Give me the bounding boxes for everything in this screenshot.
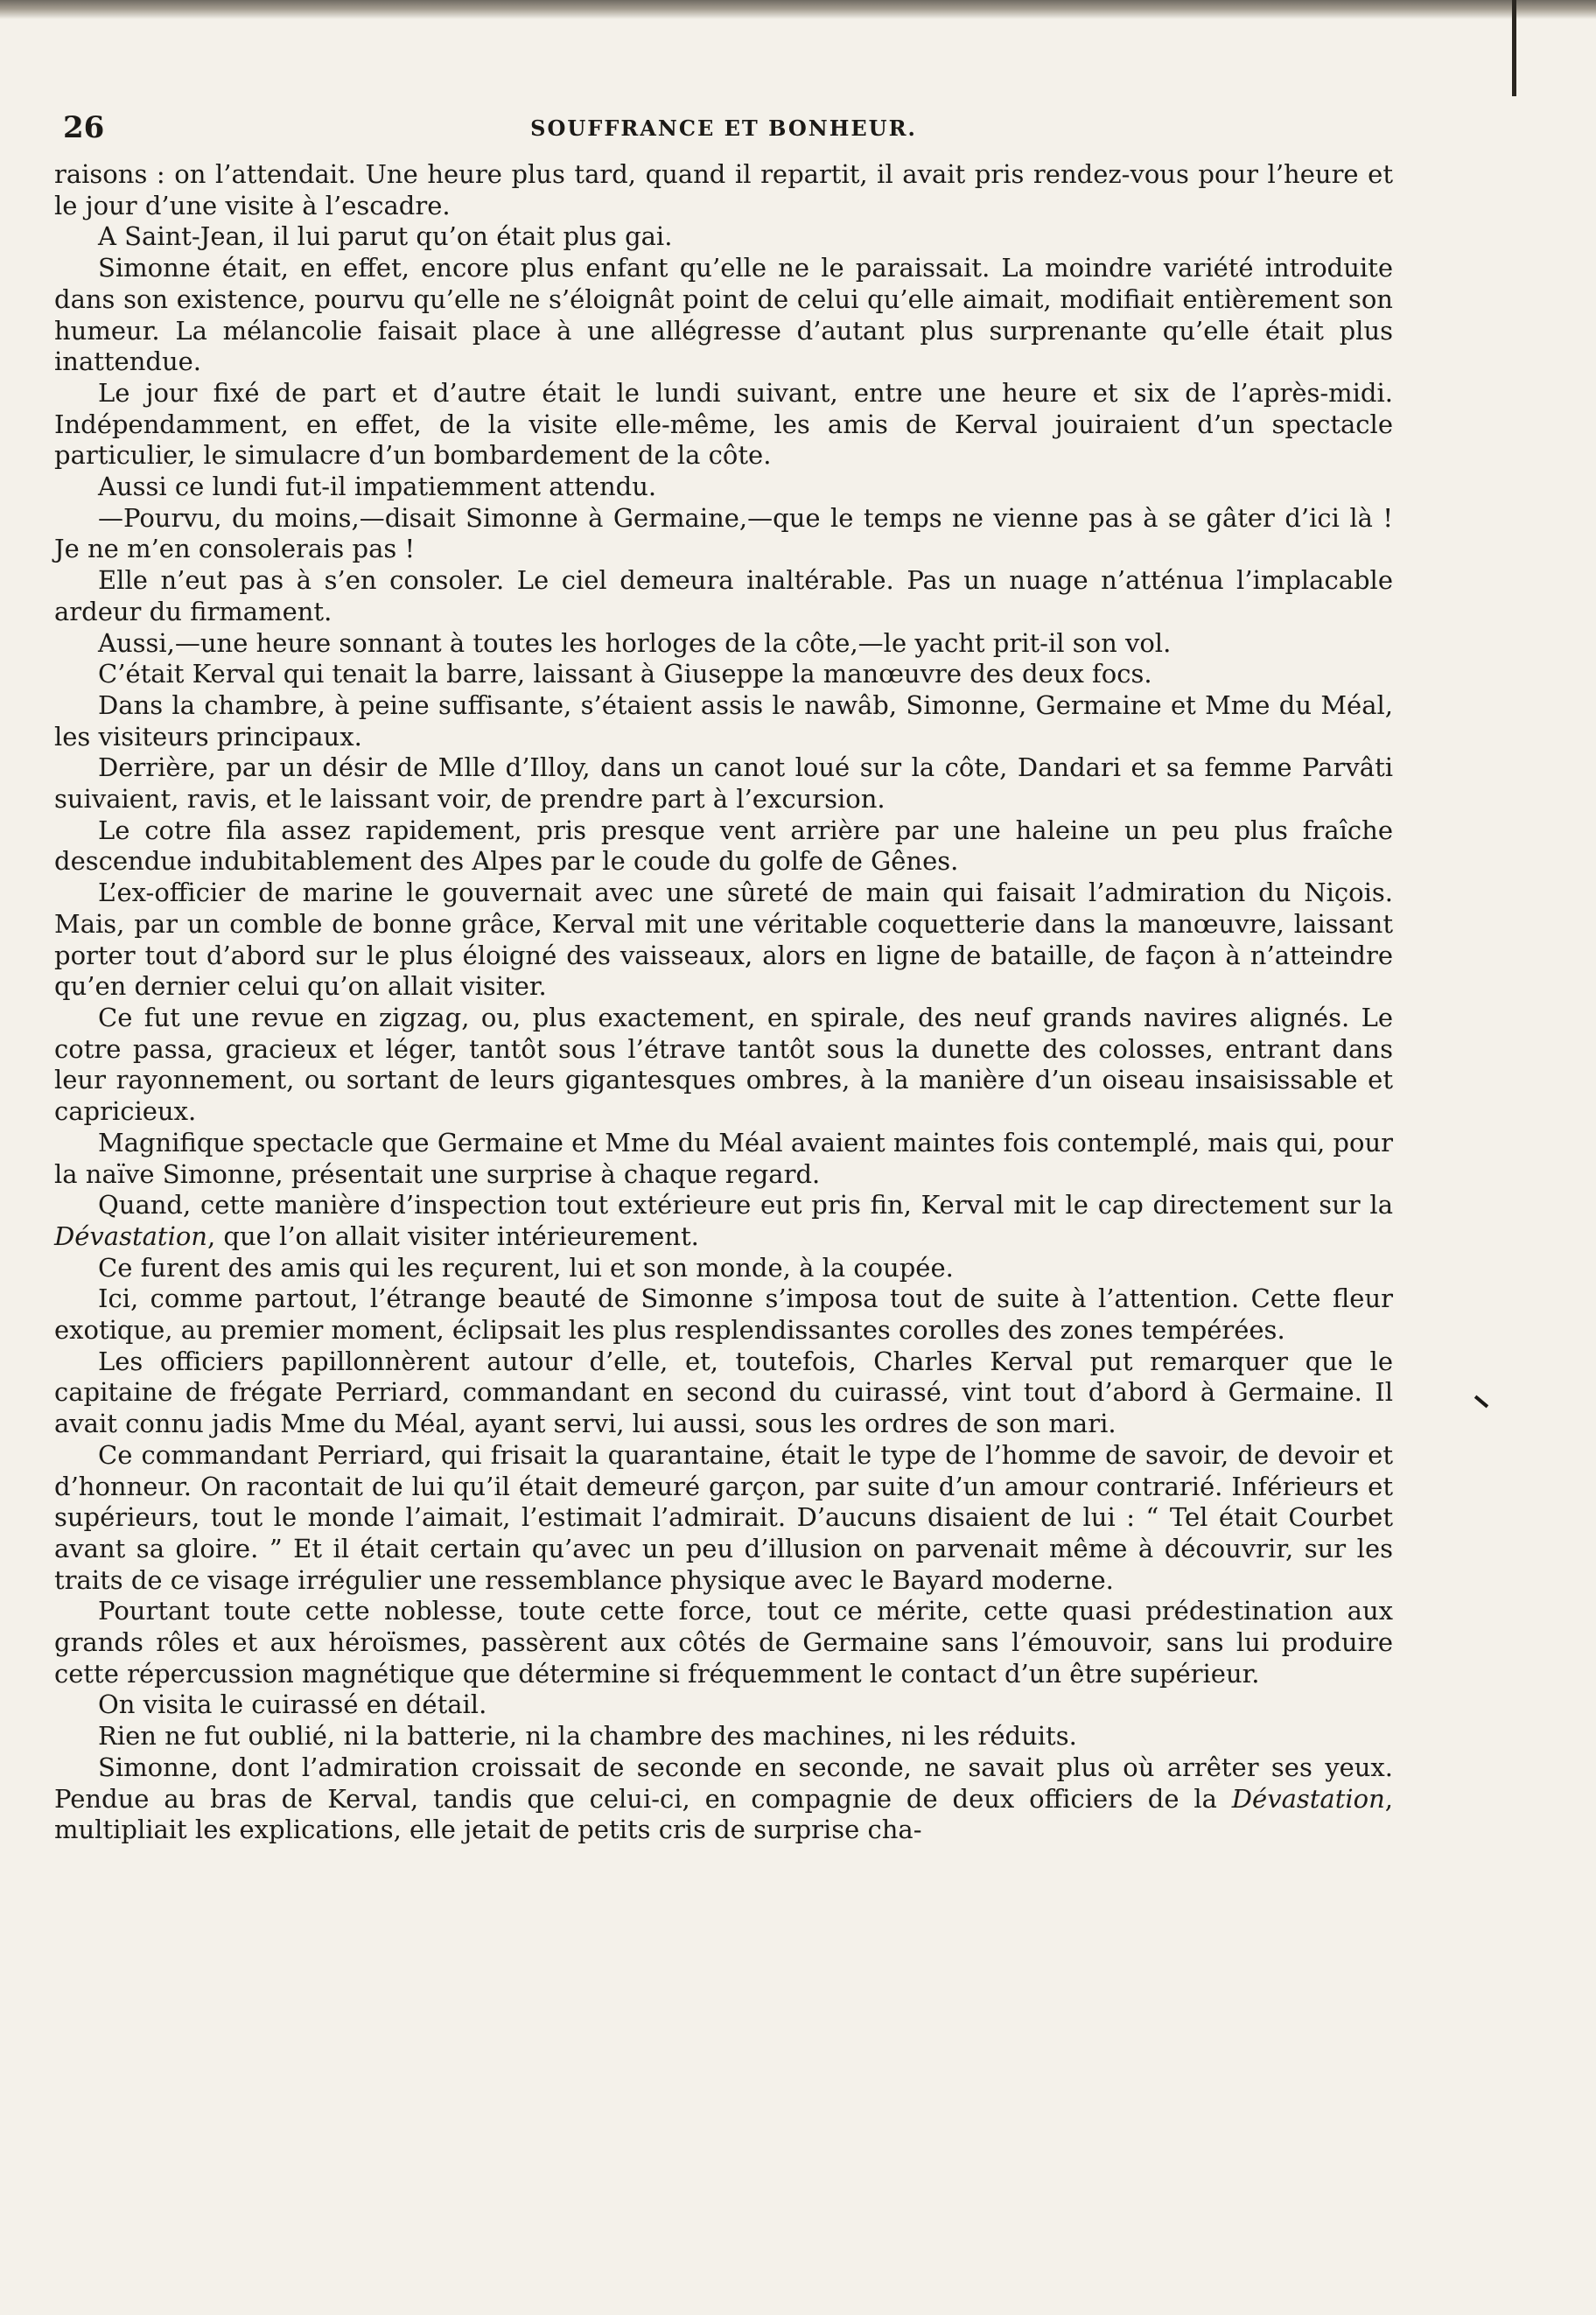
paragraph: Elle n’eut pas à s’en consoler. Le ciel demeura inaltérable. Pas un nuage n’atténua l’implacable ardeur du firmament. (54, 565, 1393, 626)
paragraph: Aussi,—une heure sonnant à toutes les horloges de la côte,—le yacht prit-il son vol. (98, 627, 1172, 658)
page-header (54, 103, 1393, 154)
paragraph: Rien ne fut oublié, ni la batterie, ni la chambre des machines, ni les réduits. (98, 1721, 1077, 1752)
paragraph: raisons : on l’attendait. Une heure plus tard, quand il repartit, il avait pris rendez-vous pour l’heure et le jour d’une visite à l’escadre. (54, 159, 1393, 220)
paragraph: Aussi ce lundi fut-il impatiemment attendu. (98, 472, 657, 502)
paragraph: Dans la chambre, à peine suffisante, s’étaient assis le nawâb, Simonne, Germaine et Mme du Méal, les visiteurs principaux. (54, 689, 1393, 752)
paragraph: Ce commandant Perriard, qui frisait la quarantaine, était le type de l’homme de savoir, de devoir et d’honneur. On racontait de lui qu’il était demeuré garçon, par suite d’un amour contrarié. Inférieurs et supérieurs, tout le monde l’aimait, l’estimait l’admirait. D’aucuns disaient de lui : “ Tel était Courbet avant sa gloire. ” Et il était certain qu’avec un peu d’illusion on parvenait même à découvrir, sur les traits de ce visage irrégulier une ressemblance physique avec le Bayard moderne. (54, 1439, 1393, 1595)
paragraph: C’était Kerval qui tenait la barre, laissant à Giuseppe la manœuvre des deux focs. (98, 659, 1152, 689)
paragraph: Magnifique spectacle que Germaine et Mme du Méal avaient maintes fois contemplé, mais qui, pour la naïve Simonne, présentait une surprise à chaque regard. (54, 1127, 1393, 1189)
margin-ink-mark (1474, 1395, 1488, 1409)
ship-name: Dévastation (54, 1220, 207, 1251)
paragraph: On visita le cuirassé en détail. (98, 1689, 487, 1720)
running-title: SOUFFRANCE ET BONHEUR. (530, 115, 917, 141)
paragraph: Simonne, dont l’admiration croissait de seconde en seconde, ne savait plus où arrêter ses yeux. Pendue au bras de Kerval, tandis que celui-ci, en compagnie de deux officiers de la Dévastation, multipliait les explications, elle jetait de petits cris de surprise cha- (54, 1752, 1393, 1845)
paragraph: L’ex-officier de marine le gouvernait avec une sûreté de main qui faisait l’admiration du Niçois. Mais, par un comble de bonne grâce, Kerval mit une véritable coquetterie dans la manœuvre, laissant porter tout d’abord sur le plus éloigné des vaisseaux, alors en ligne de bataille, de façon à n’atteindre qu’en dernier celui qu’on allait visiter. (54, 878, 1393, 1002)
body-text (54, 159, 1393, 1846)
paragraph: —Pourvu, du moins,—disait Simonne à Germaine,—que le temps ne vienne pas à se gâter d’ici là ! Je ne m’en consolerais pas ! (54, 502, 1393, 564)
paragraph: Ici, comme partout, l’étrange beauté de Simonne s’imposa tout de suite à l’attention. Cette fleur exotique, au premier moment, éclipsait les plus resplendissantes corolles des zones tempérées. (54, 1283, 1393, 1346)
paragraph: Quand, cette manière d’inspection tout extérieure eut pris fin, Kerval mit le cap directement sur la Dévastation, que l’on allait visiter intérieurement. (54, 1190, 1393, 1251)
ship-name: Dévastation (1231, 1783, 1385, 1814)
paragraph: Ce fut une revue en zigzag, ou, plus exactement, en spirale, des neuf grands navires alignés. Le cotre passa, gracieux et léger, tantôt sous l’étrave tantôt sous la dunette des colosses, entrant dans leur rayonnement, ou sortant de leurs gigantesques ombres, à la manière d’un oiseau insaisissable et capricieux. (54, 1002, 1393, 1127)
paragraph: Le jour fixé de part et d’autre était le lundi suivant, entre une heure et six de l’après-midi. Indépendamment, en effet, de la visite elle-même, les amis de Kerval jouiraient d’un spectacle particulier, le simulacre d’un bombardement de la côte. (54, 377, 1393, 471)
page-edge-mark (1512, 0, 1516, 96)
paragraph: Le cotre fila assez rapidement, pris presque vent arrière par une haleine un peu plus fraîche descendue indubitablement des Alpes par le coude du golfe de Gênes. (54, 815, 1393, 877)
paragraph: Les officiers papillonnèrent autour d’elle, et, toutefois, Charles Kerval put remarquer que le capitaine de frégate Perriard, commandant en second du cuirassé, vint tout d’abord à Germaine. Il avait connu jadis Mme du Méal, ayant servi, lui aussi, sous les ordres de son mari. (54, 1346, 1393, 1439)
paragraph: Simonne était, en effet, encore plus enfant qu’elle ne le paraissait. La moindre variété introduite dans son existence, pourvu qu’elle ne s’éloignât point de celui qu’elle aimait, modifiait entièrement son humeur. La mélancolie faisait place à une allégresse d’autant plus surprenante qu’elle était plus inattendue. (54, 253, 1393, 377)
page-top-scan-smudge (0, 0, 1596, 19)
book-page (54, 103, 1393, 1846)
paragraph: Ce furent des amis qui les reçurent, lui et son monde, à la coupée. (98, 1252, 954, 1283)
paragraph: A Saint-Jean, il lui parut qu’on était plus gai. (98, 221, 673, 252)
paragraph: Pourtant toute cette noblesse, toute cette force, tout ce mérite, cette quasi prédestination aux grands rôles et aux héroïsmes, passèrent aux côtés de Germaine sans l’émouvoir, sans lui produire cette répercussion magnétique que détermine si fréquemment le contact d’un être supérieur. (54, 1596, 1393, 1689)
paragraph: Derrière, par un désir de Mlle d’Illoy, dans un canot loué sur la côte, Dandari et sa femme Parvâti suivaient, ravis, et le laissant voir, de prendre part à l’excursion. (54, 752, 1393, 815)
page-number: 26 (63, 110, 105, 145)
